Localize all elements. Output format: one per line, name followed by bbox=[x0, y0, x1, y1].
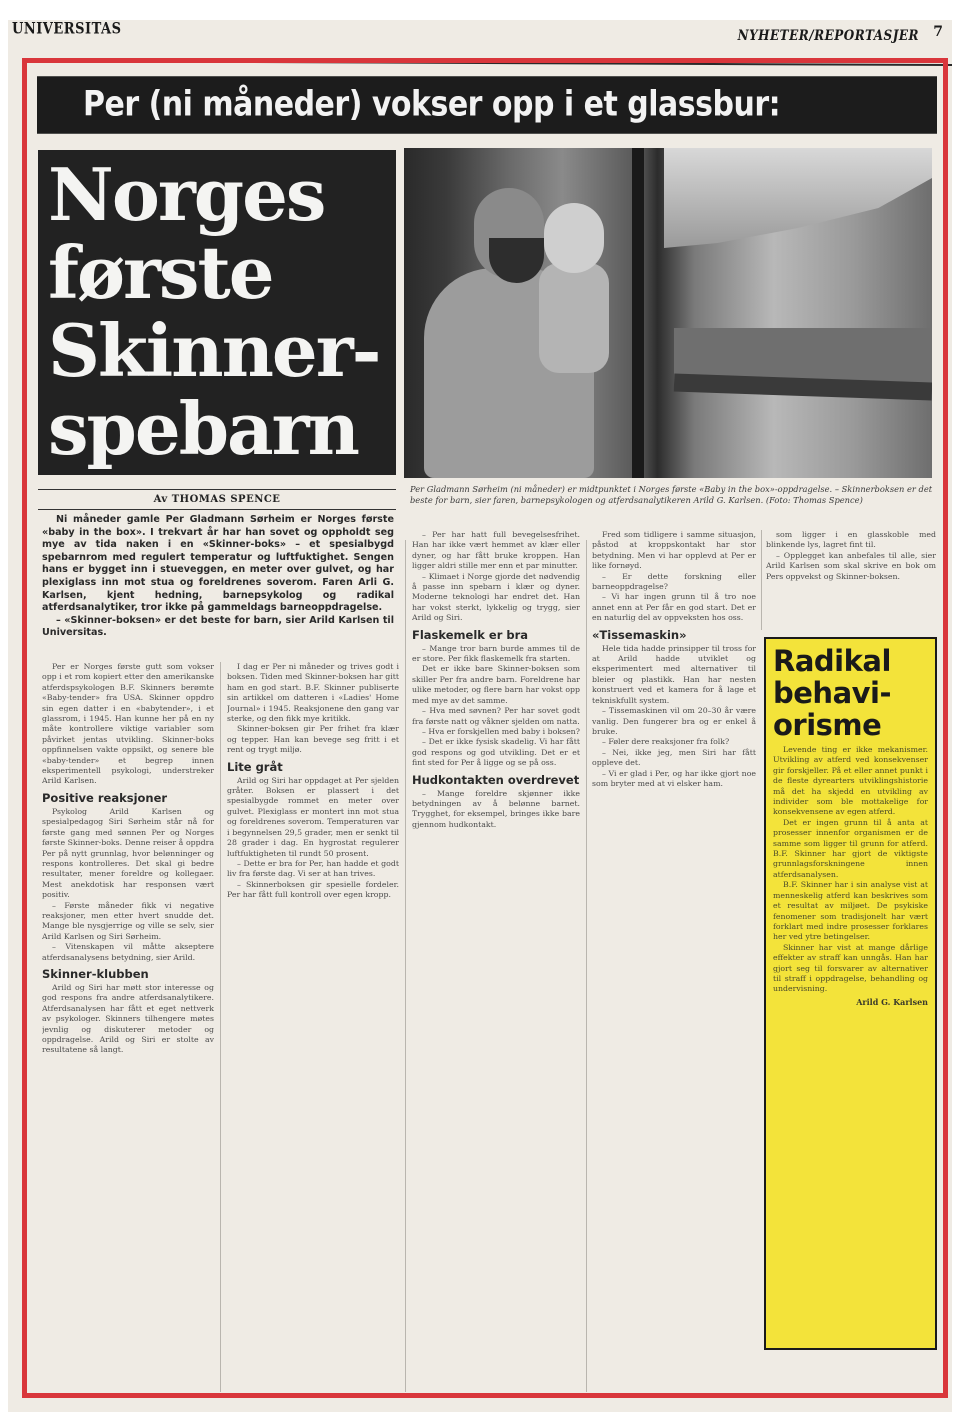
column-divider bbox=[220, 662, 221, 1392]
lede-paragraph: – «Skinner-boksen» er det beste for barn, sier Arild Karlsen til Universitas. bbox=[42, 614, 394, 639]
sidebar-signature: Arild G. Karlsen bbox=[856, 996, 928, 1007]
byline-rule-top bbox=[38, 489, 396, 490]
lede-paragraph: Ni måneder gamle Per Gladmann Sørheim er Norges første «baby in the box». I trekvart år har han sovet og oppholdt seg mye av tida naken i en «Skinner-boks» – et spesialbygd spebarnrom med regulert temperatur og luftfuktighet. Sengen hans er bygget inn i stueveggen, en meter over gulvet, og har plexiglass inn mot stua og foreldrenes soverom. Faren Arli G. Karlsen, kjent hedning, barnepsykolog og radikal atferdsanalytiker, tror ikke på gammeldags barneoppdragelse. bbox=[42, 514, 394, 614]
page-number: 7 bbox=[933, 24, 943, 40]
sidebar-paragraph: B.F. Skinner har i sin analyse vist at menneskelig atferd kan beskrives som et resultat av miljøet. De psykiske fenomener som tradisjonelt har vært forklart med indre prosesser forklares her ved ytre betingelser. bbox=[773, 880, 928, 942]
sidebar-title bbox=[773, 645, 928, 741]
body-paragraph: Arild og Siri har møtt stor interesse og god respons fra andre atferdsanalytikere. Atferdsanalysen har fått et eget nettverk av psykologer. Skinners tilhengere møtes jevnlig og diskuterer metoder og oppdragelse. Arild og Siri er stolte av resultatene så langt. bbox=[42, 982, 214, 1055]
sidebar-box bbox=[764, 637, 937, 1350]
masthead bbox=[12, 22, 947, 52]
body-paragraph: – Mange foreldre skjønner ikke betydningen av å belønne barnet. Trygghet, for eksempel, bringes ikke bare gjennom hudkontakt. bbox=[412, 788, 580, 829]
article-column-1 bbox=[42, 662, 214, 1398]
body-paragraph: – Er dette forskning eller barneoppdragelse? bbox=[592, 571, 756, 592]
article-column-4 bbox=[592, 530, 756, 1398]
photo-curtain bbox=[664, 148, 932, 248]
body-paragraph: Psykolog Arild Karlsen og spesialpedagog Siri Sørheim står nå for første gang med sønnen Per og Norges første Skinner-boks. Denne reiser å oppdra Per på nytt grunnlag, hvor belønninger og respons kontrolleres. Det skal gi bedre resultater, mener foreldre og kollegaer. Mest anekdotisk har responsen vært positiv. bbox=[42, 806, 214, 900]
body-paragraph: Per er Norges første gutt som vokser opp i et rom kopiert etter den amerikanske atferdspsykologen B.F. Skinners berømte «Baby-tender» fra USA. Skinner oppdro sin egen datter i en «babytender», i et glassrom, i 1945. Han kunne her på en ny måte kontrollere viktige variabler som påvirket jentas utvikling. Skinner-boks oppfinnelsen vakte oppsikt, og senere ble «baby-tender» et begrep innen eksperimentell psykologi, understreker Arild Karlsen. bbox=[42, 662, 214, 786]
body-paragraph: – Skinnerboksen gir spesielle fordeler. Per har fått full kontroll over egen kropp. bbox=[227, 879, 399, 900]
subheading: Hudkontakten overdrevet bbox=[412, 772, 580, 787]
main-headline bbox=[38, 150, 396, 475]
body-paragraph: – Hva med søvnen? Per har sovet godt fra første natt og våkner sjelden om natta. bbox=[412, 706, 580, 726]
photo-caption: Per Gladmann Sørheim (ni måneder) er midtpunktet i Norges første «Baby in the box»-oppdragelse. – Skinnerboksen er det beste for barn, sier faren, barnepsykologen og atferdsanalytikeren Arild G. Karlsen. (Foto: Thomas Spence) bbox=[410, 484, 933, 505]
headline-line: første bbox=[48, 230, 273, 315]
body-paragraph: – Vitenskapen vil måtte akseptere atferdsanalysens betydning, sier Arild. bbox=[42, 942, 214, 962]
subheading: Flaskemelk er bra bbox=[412, 627, 529, 642]
subheading: «Tissemaskin» bbox=[592, 627, 687, 642]
body-paragraph: – Vi er glad i Per, og har ikke gjort noe som bryter med at vi elsker ham. bbox=[592, 768, 756, 788]
body-paragraph: – Tissemaskinen vil om 20–30 år være vanlig. Den fungerer bra og er enkel å bruke. bbox=[592, 706, 756, 736]
byline: Av THOMAS SPENCE bbox=[153, 494, 281, 505]
sidebar-paragraph: Skinner har vist at mange dårlige effekter av straff kan unngås. Han har gjort seg til forsvarer av alternativer til straff i oppdragelse, behandling og undervisning. bbox=[773, 942, 928, 994]
photo-baby-head bbox=[544, 203, 604, 273]
body-paragraph: Skinner-boksen gir Per frihet fra klær og tepper. Han kan bevege seg fritt i et rent og trygt miljø. bbox=[227, 724, 399, 755]
headline-line: Skinner- bbox=[48, 308, 380, 393]
sidebar-paragraph: Det er ingen grunn til å anta at prosesser innenfor organismen er de samme som ligger til grunn for atferd. B.F. Skinner har gjort de viktigste grunnlagsforskningene innen atferdsanalysen. bbox=[773, 817, 928, 879]
publication-name: UNIVERSITAS bbox=[12, 20, 122, 39]
body-paragraph: – Vi har ingen grunn til å tro noe annet enn at Per får en god start. Det er en naturlig del av oppveksten hos oss. bbox=[592, 592, 756, 623]
sidebar-paragraph: Levende ting er ikke mekanismer. Utvikling av atferd ved konsekvenser gir forskjeller. På et eller annet punkt i de fleste dyrearters utviklingshistorie må det ha skjedd en utvikling av individer som ble mottakelige for konsekvensene av egen atferd. bbox=[773, 745, 928, 817]
body-paragraph: Arild og Siri har oppdaget at Per sjelden gråter. Boksen er plassert i det spesialbygde rommet en meter over gulvet. Plexiglass er montert inn mot stua og foreldrenes soverom. Temperaturen var i begynnelsen 29,5 grader, men er senkt til 28 grader i dag. En hygrostat regulerer luftfuktigheten til rundt 50 prosent. bbox=[227, 775, 399, 858]
subheading: Lite gråt bbox=[227, 759, 283, 774]
body-paragraph: – Dette er bra for Per, han hadde et godt liv fra første dag. Vi ser at han trives. bbox=[227, 858, 399, 879]
headline-line: spebarn bbox=[48, 386, 358, 471]
kicker-headline: Per (ni måneder) vokser opp i et glassbur: bbox=[37, 76, 937, 134]
article-lede bbox=[42, 514, 394, 640]
body-paragraph: – Mange tror barn burde ammes til de er store. Per fikk flaskemelk fra starten. bbox=[412, 643, 580, 664]
body-paragraph: – Føler dere reaksjoner fra folk? bbox=[602, 737, 730, 747]
sidebar-title-line: orisme bbox=[773, 708, 882, 742]
section-label: NYHETER/REPORTASJER bbox=[737, 26, 919, 44]
article-column-2 bbox=[227, 662, 399, 1398]
column-divider bbox=[586, 540, 587, 1392]
byline-rule-bottom bbox=[38, 509, 396, 510]
photo-baby-body bbox=[539, 263, 609, 373]
body-paragraph: – Nei, ikke jeg, men Siri har fått oppleve det. bbox=[592, 747, 756, 768]
body-paragraph: – Det er ikke fysisk skadelig. Vi har fått god respons og god utvikling. Det er et fint sted for Per å ligge og se på oss. bbox=[412, 737, 580, 768]
sidebar-title-line: behavi- bbox=[773, 676, 892, 710]
body-paragraph: – Per har hatt full bevegelsesfrihet. Han har ikke vært hemmet av klær eller dyner, og har fått bruke kroppen. Han ligger aldri stille mer enn et par minutter. bbox=[412, 530, 580, 571]
subheading: Skinner-klubben bbox=[42, 966, 149, 981]
body-paragraph: Fred som tidligere i samme situasjon, påstod at kroppskontakt har stor betydning. Men vi har opplevd at Per er like fornøyd. bbox=[592, 530, 756, 571]
body-paragraph: Hele tida hadde prinsipper til tross for at Arild hadde utviklet og eksperimentert med alternativer til bleier og plastikk. Han har nesten konstruert ved et kamera for å lage et tekniskfullt system. bbox=[592, 643, 756, 705]
sidebar-title-line: Radikal bbox=[773, 644, 891, 678]
column-divider bbox=[761, 530, 762, 630]
article-column-5 bbox=[766, 530, 936, 630]
body-paragraph: – Opplegget kan anbefales til alle, sier Arild Karlsen som skal skrive en bok om Pers oppvekst og Skinner-boksen. bbox=[766, 550, 936, 581]
column-divider bbox=[405, 540, 406, 1392]
photo-door-frame bbox=[632, 148, 644, 478]
body-paragraph: – Første måneder fikk vi negative reaksjoner, men etter hvert snudde det. Mange ble nysgjerrige og ville se selv, sier Arild Karlsen og Siri Sørheim. bbox=[42, 900, 214, 941]
body-paragraph: – Klimaet i Norge gjorde det nødvendig å passe inn spebarn i klær og dyner. Moderne teknologi har endret det. Han har vokst sterkt, lykkelig og trygg, sier Arild og Siri. bbox=[412, 571, 580, 623]
sidebar-body bbox=[773, 745, 928, 995]
body-paragraph: I dag er Per ni måneder og trives godt i boksen. Tiden med Skinner-boksen har gitt ham en god start. B.F. Skinner publiserte sin artikkel om datteren i «Ladies' Home Journal» i 1945. Reaksjonene den gang var sterke, og den fikk mye kritikk. bbox=[227, 662, 399, 724]
subheading: Positive reaksjoner bbox=[42, 790, 168, 805]
article-column-3 bbox=[412, 530, 580, 1398]
body-paragraph: som ligger i en glasskoble med blinkende lys, lagret fint til. bbox=[766, 530, 936, 550]
headline-line: Norges bbox=[48, 152, 325, 237]
body-paragraph: Det er ikke bare Skinner-boksen som skiller Per fra andre barn. Foreldrene har ulike metoder, og flere barn har vokst opp med mye av det samme. bbox=[412, 664, 580, 705]
body-paragraph: – Hva er forskjellen med baby i boksen? bbox=[422, 726, 580, 736]
article-photo bbox=[404, 148, 932, 478]
